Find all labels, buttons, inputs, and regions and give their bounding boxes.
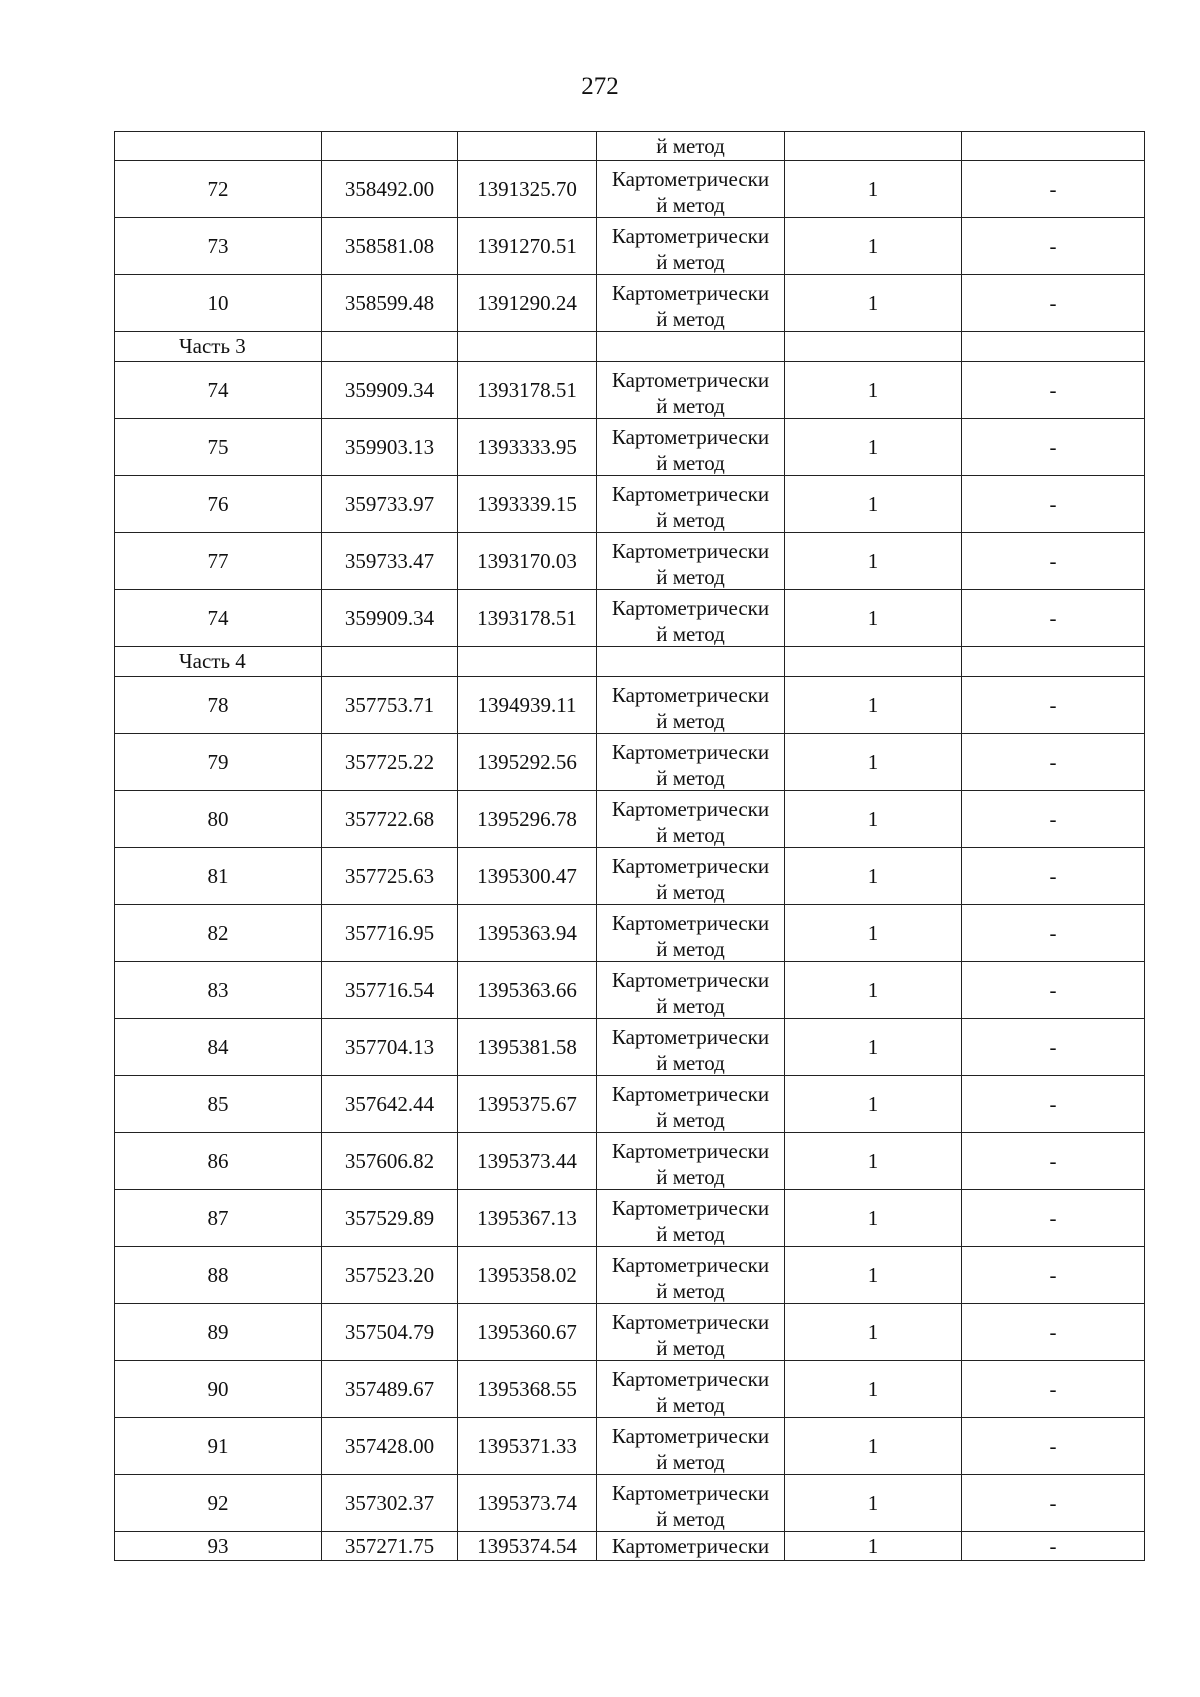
cell-accuracy: 1 (785, 791, 962, 848)
cell-accuracy: 1 (785, 962, 962, 1019)
cell-note: - (962, 1304, 1145, 1361)
cell-accuracy: 1 (785, 275, 962, 332)
table-row (115, 1076, 1145, 1133)
cell-method (597, 1361, 785, 1418)
method-line-2: й метод (656, 565, 725, 589)
cell-point: 81 (115, 848, 322, 905)
cell-y: 1395374.54 (458, 1532, 597, 1561)
cell-note: - (962, 848, 1145, 905)
cell-method (597, 476, 785, 533)
method-line-2: й метод (656, 307, 725, 331)
cell-accuracy: 1 (785, 1133, 962, 1190)
table-row (115, 533, 1145, 590)
cell-x: 357504.79 (322, 1304, 458, 1361)
cell-y: 1395296.78 (458, 791, 597, 848)
cell-y: 1393333.95 (458, 419, 597, 476)
method-line-1: Картометрически (611, 1082, 770, 1106)
table-row (115, 1247, 1145, 1304)
method-line-1: Картометрически (611, 539, 770, 563)
cell-y: 1391270.51 (458, 218, 597, 275)
cell-x: 358581.08 (322, 218, 458, 275)
cell-method (597, 590, 785, 647)
cell-point: 87 (115, 1190, 322, 1247)
table-row (115, 218, 1145, 275)
table-row (115, 1304, 1145, 1361)
table-row (115, 1418, 1145, 1475)
method-line-1: Картометрически (611, 1253, 770, 1277)
method-line-2: й метод (656, 1279, 725, 1303)
cell-accuracy: 1 (785, 1247, 962, 1304)
method-line-2: й метод (656, 193, 725, 217)
cell-method (597, 1247, 785, 1304)
cell-point: 86 (115, 1133, 322, 1190)
section-label: Часть 3 (115, 332, 322, 362)
table-row (115, 590, 1145, 647)
method-line-1: Картометрически (611, 281, 770, 305)
cell-y: 1395363.66 (458, 962, 597, 1019)
cell-accuracy: 1 (785, 848, 962, 905)
method-line-2: й метод (656, 994, 725, 1018)
cell-y (458, 132, 597, 161)
section-empty-cell (322, 647, 458, 677)
section-empty-cell (785, 332, 962, 362)
table-row (115, 1475, 1145, 1532)
cell-x: 357642.44 (322, 1076, 458, 1133)
table-row (115, 161, 1145, 218)
cell-x: 358492.00 (322, 161, 458, 218)
cell-x: 357725.63 (322, 848, 458, 905)
cell-x: 357753.71 (322, 677, 458, 734)
method-line-1: Картометрически (611, 1481, 770, 1505)
cell-point: 72 (115, 161, 322, 218)
cell-note: - (962, 1190, 1145, 1247)
cell-accuracy: 1 (785, 218, 962, 275)
section-empty-cell (962, 647, 1145, 677)
cell-method (597, 1475, 785, 1532)
section-empty-cell (962, 332, 1145, 362)
cell-x: 359733.47 (322, 533, 458, 590)
cell-x (322, 132, 458, 161)
cell-note: - (962, 1532, 1145, 1561)
table-row (115, 1190, 1145, 1247)
cell-point: 93 (115, 1532, 322, 1561)
section-empty-cell (785, 647, 962, 677)
continuation-row (115, 132, 1145, 161)
cell-accuracy: 1 (785, 734, 962, 791)
cell-note: - (962, 161, 1145, 218)
cell-method (597, 905, 785, 962)
cell-y: 1395373.74 (458, 1475, 597, 1532)
cell-note: - (962, 905, 1145, 962)
cell-y: 1393178.51 (458, 362, 597, 419)
cell-accuracy: 1 (785, 677, 962, 734)
table-row (115, 476, 1145, 533)
method-line-2: й метод (656, 451, 725, 475)
cell-method (597, 734, 785, 791)
cell-x: 357302.37 (322, 1475, 458, 1532)
cell-x: 357489.67 (322, 1361, 458, 1418)
cell-y: 1391325.70 (458, 161, 597, 218)
table-row (115, 1361, 1145, 1418)
method-line-2: й метод (656, 1165, 725, 1189)
section-empty-cell (597, 647, 785, 677)
method-line-1: Картометрически (611, 167, 770, 191)
cell-accuracy: 1 (785, 362, 962, 419)
cell-point: 80 (115, 791, 322, 848)
cell-x: 357271.75 (322, 1532, 458, 1561)
cell-method (597, 419, 785, 476)
cell-note: - (962, 734, 1145, 791)
method-line-1: Картометрически (611, 683, 770, 707)
method-line-1: Картометрически (611, 968, 770, 992)
cell-x: 357428.00 (322, 1418, 458, 1475)
section-label: Часть 4 (115, 647, 322, 677)
cell-y: 1394939.11 (458, 677, 597, 734)
cell-x: 357722.68 (322, 791, 458, 848)
cell-point: 10 (115, 275, 322, 332)
cell-point: 73 (115, 218, 322, 275)
cell-accuracy (785, 132, 962, 161)
method-line-2: й метод (656, 394, 725, 418)
method-line-2: й метод (656, 766, 725, 790)
cell-x: 357529.89 (322, 1190, 458, 1247)
cell-point: 83 (115, 962, 322, 1019)
cell-x: 357716.95 (322, 905, 458, 962)
cell-point: 84 (115, 1019, 322, 1076)
cell-x: 357716.54 (322, 962, 458, 1019)
method-line-1: Картометрически (611, 224, 770, 248)
section-empty-cell (322, 332, 458, 362)
cell-note: - (962, 1133, 1145, 1190)
method-line-2: й метод (656, 823, 725, 847)
cell-method: й метод (597, 132, 785, 161)
section-header-row (115, 332, 1145, 362)
table-row (115, 905, 1145, 962)
cell-x: 357606.82 (322, 1133, 458, 1190)
cell-x: 359909.34 (322, 590, 458, 647)
cell-accuracy: 1 (785, 1475, 962, 1532)
cell-method (597, 1190, 785, 1247)
cell-accuracy: 1 (785, 1532, 962, 1561)
cell-y: 1395375.67 (458, 1076, 597, 1133)
method-line-1: Картометрически (611, 1367, 770, 1391)
cell-accuracy: 1 (785, 1304, 962, 1361)
cell-x: 357704.13 (322, 1019, 458, 1076)
cell-method (597, 791, 785, 848)
cell-y: 1393170.03 (458, 533, 597, 590)
cell-point: 74 (115, 362, 322, 419)
method-line-2: й метод (656, 1108, 725, 1132)
table-row (115, 1133, 1145, 1190)
method-line-2: й метод (656, 1393, 725, 1417)
cell-note: - (962, 1418, 1145, 1475)
method-line-2: й метод (656, 1222, 725, 1246)
method-line-1: Картометрически (611, 368, 770, 392)
table-row-partial (115, 1532, 1145, 1561)
method-line-2: й метод (656, 1336, 725, 1360)
cell-note: - (962, 1247, 1145, 1304)
cell-method: Картометрически (597, 1532, 785, 1561)
cell-x: 359909.34 (322, 362, 458, 419)
cell-accuracy: 1 (785, 1019, 962, 1076)
cell-point: 75 (115, 419, 322, 476)
cell-note: - (962, 218, 1145, 275)
cell-note: - (962, 677, 1145, 734)
method-line-2: й метод (656, 1450, 725, 1474)
cell-method (597, 1019, 785, 1076)
method-line-2: й метод (656, 508, 725, 532)
cell-point: 85 (115, 1076, 322, 1133)
cell-accuracy: 1 (785, 161, 962, 218)
section-header-row (115, 647, 1145, 677)
cell-note: - (962, 419, 1145, 476)
method-line-1: Картометрически (611, 797, 770, 821)
cell-point: 79 (115, 734, 322, 791)
table-row (115, 362, 1145, 419)
cell-point: 88 (115, 1247, 322, 1304)
cell-method (597, 1418, 785, 1475)
table-row (115, 791, 1145, 848)
cell-point: 92 (115, 1475, 322, 1532)
method-line-1: Картометрически (611, 425, 770, 449)
cell-point: 77 (115, 533, 322, 590)
table-row (115, 275, 1145, 332)
cell-x: 358599.48 (322, 275, 458, 332)
cell-y: 1395367.13 (458, 1190, 597, 1247)
cell-y: 1393339.15 (458, 476, 597, 533)
cell-method (597, 275, 785, 332)
section-empty-cell (458, 647, 597, 677)
cell-note (962, 132, 1145, 161)
method-line-1: Картометрически (611, 1310, 770, 1334)
cell-x: 359903.13 (322, 419, 458, 476)
method-line-1: Картометрически (611, 740, 770, 764)
section-empty-cell (597, 332, 785, 362)
method-line-1: Картометрически (611, 1025, 770, 1049)
table-row (115, 734, 1145, 791)
method-line-1: Картометрически (611, 1196, 770, 1220)
cell-note: - (962, 275, 1145, 332)
cell-accuracy: 1 (785, 590, 962, 647)
cell-y: 1391290.24 (458, 275, 597, 332)
cell-accuracy: 1 (785, 1361, 962, 1418)
cell-y: 1395358.02 (458, 1247, 597, 1304)
cell-method (597, 677, 785, 734)
table-row (115, 848, 1145, 905)
cell-note: - (962, 962, 1145, 1019)
cell-y: 1393178.51 (458, 590, 597, 647)
coordinates-table-body (115, 132, 1145, 1561)
cell-note: - (962, 1076, 1145, 1133)
method-line-2: й метод (656, 250, 725, 274)
cell-method (597, 362, 785, 419)
cell-x: 357725.22 (322, 734, 458, 791)
method-line-1: Картометрически (611, 1139, 770, 1163)
cell-point: 90 (115, 1361, 322, 1418)
cell-note: - (962, 1019, 1145, 1076)
cell-accuracy: 1 (785, 419, 962, 476)
method-line-1: Картометрически (611, 1424, 770, 1448)
cell-point: 82 (115, 905, 322, 962)
method-line-2: й метод (656, 622, 725, 646)
method-line-2: й метод (656, 880, 725, 904)
coordinates-table (114, 131, 1145, 1561)
cell-y: 1395360.67 (458, 1304, 597, 1361)
cell-y: 1395373.44 (458, 1133, 597, 1190)
cell-accuracy: 1 (785, 533, 962, 590)
table-row (115, 677, 1145, 734)
table-row (115, 1019, 1145, 1076)
method-line-1: Картометрически (611, 596, 770, 620)
table-row (115, 962, 1145, 1019)
cell-note: - (962, 1475, 1145, 1532)
cell-note: - (962, 1361, 1145, 1418)
cell-point (115, 132, 322, 161)
cell-y: 1395300.47 (458, 848, 597, 905)
cell-point: 89 (115, 1304, 322, 1361)
cell-accuracy: 1 (785, 1418, 962, 1475)
cell-accuracy: 1 (785, 1190, 962, 1247)
cell-note: - (962, 533, 1145, 590)
cell-method (597, 962, 785, 1019)
table-row (115, 419, 1145, 476)
method-line-1: Картометрически (611, 911, 770, 935)
cell-method (597, 848, 785, 905)
cell-accuracy: 1 (785, 905, 962, 962)
cell-y: 1395371.33 (458, 1418, 597, 1475)
method-line-1: Картометрически (611, 482, 770, 506)
cell-method (597, 161, 785, 218)
cell-note: - (962, 476, 1145, 533)
cell-accuracy: 1 (785, 476, 962, 533)
cell-method (597, 533, 785, 590)
cell-method (597, 1133, 785, 1190)
cell-y: 1395381.58 (458, 1019, 597, 1076)
method-line-1: Картометрически (611, 854, 770, 878)
section-empty-cell (458, 332, 597, 362)
method-line-2: й метод (656, 1507, 725, 1531)
cell-x: 359733.97 (322, 476, 458, 533)
cell-note: - (962, 791, 1145, 848)
cell-point: 78 (115, 677, 322, 734)
cell-method (597, 218, 785, 275)
page-number: 272 (581, 73, 619, 100)
cell-point: 76 (115, 476, 322, 533)
method-line-2: й метод (656, 709, 725, 733)
cell-y: 1395292.56 (458, 734, 597, 791)
cell-note: - (962, 362, 1145, 419)
cell-method (597, 1304, 785, 1361)
cell-x: 357523.20 (322, 1247, 458, 1304)
cell-y: 1395368.55 (458, 1361, 597, 1418)
cell-note: - (962, 590, 1145, 647)
cell-point: 91 (115, 1418, 322, 1475)
method-line-2: й метод (656, 1051, 725, 1075)
cell-method (597, 1076, 785, 1133)
cell-accuracy: 1 (785, 1076, 962, 1133)
method-line-2: й метод (656, 937, 725, 961)
cell-y: 1395363.94 (458, 905, 597, 962)
cell-point: 74 (115, 590, 322, 647)
